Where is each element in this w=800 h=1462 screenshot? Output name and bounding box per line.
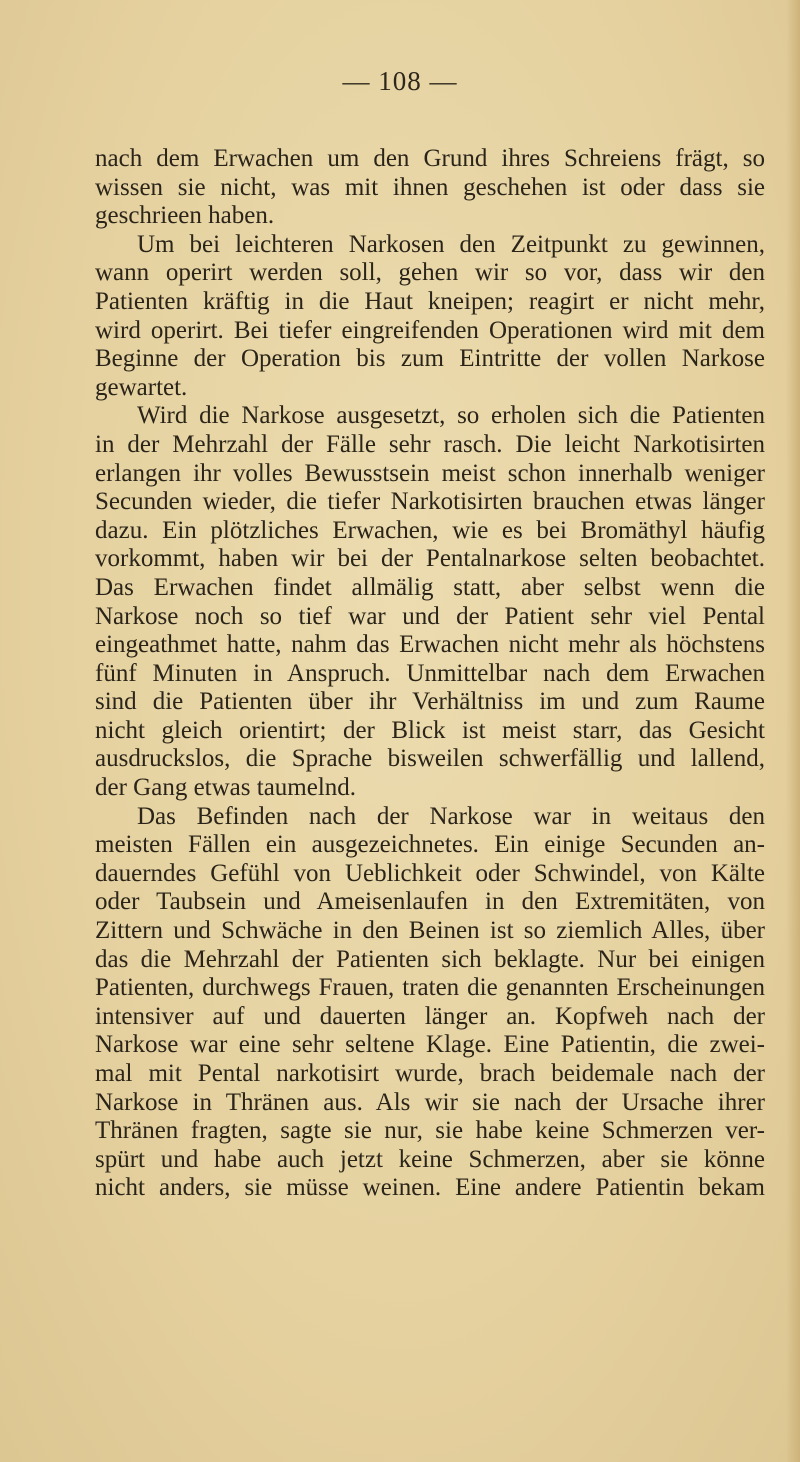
paragraph [95, 231, 765, 403]
text-line: Patienten, durchwegs Frauen, traten die genannten Erscheinungen [95, 974, 765, 1002]
text-line: Beginne der Operation bis zum Eintritte der vollen Narkose [95, 345, 765, 373]
text-line: wissen sie nicht, was mit ihnen geschehen ist oder dass sie [95, 173, 765, 201]
paragraph [95, 402, 765, 802]
text-line: in der Mehrzahl der Fälle sehr rasch. Die leicht Narkotisirten [95, 430, 765, 458]
text-line: spürt und habe auch jetzt keine Schmerzen, aber sie könne [95, 1145, 765, 1173]
text-line: nicht anders, sie müsse weinen. Eine andere Patientin bekam [95, 1174, 765, 1202]
body-text [95, 145, 765, 1203]
text-line: erlangen ihr volles Bewusstsein meist schon innerhalb weniger [95, 459, 765, 487]
text-line: nach dem Erwachen um den Grund ihres Schreiens frägt, so [95, 145, 765, 172]
text-line: Das Erwachen findet allmälig statt, aber selbst wenn die [95, 573, 765, 601]
text-line: eingeathmet hatte, nahm das Erwachen nicht mehr als höchstens [95, 631, 765, 659]
text-line: meisten Fällen ein ausgezeichnetes. Ein einige Secunden an- [95, 831, 765, 859]
text-line: das die Mehrzahl der Patienten sich beklagte. Nur bei einigen [95, 945, 765, 973]
text-line: Thränen fragten, sagte sie nur, sie habe keine Schmerzen ver- [95, 1117, 765, 1145]
text-line: Um bei leichteren Narkosen den Zeitpunkt zu gewinnen, [137, 230, 765, 258]
text-line: Zittern und Schwäche in den Beinen ist so ziemlich Alles, über [95, 917, 765, 945]
text-line: dauerndes Gefühl von Ueblichkeit oder Schwindel, von Kälte [95, 859, 765, 887]
paragraph [95, 803, 765, 1203]
text-line: mal mit Pental narkotisirt wurde, brach beidemale nach der [95, 1060, 765, 1087]
paragraph [95, 145, 765, 231]
text-line: geschrieen haben. [95, 202, 275, 230]
text-line: Narkose war eine sehr seltene Klage. Eine Patientin, die zwei- [95, 1031, 765, 1059]
text-line: ausdruckslos, die Sprache bisweilen schwerfällig und lallend, [95, 745, 765, 773]
text-line: gewartet. [95, 373, 188, 401]
page-number: — 108 — [342, 66, 458, 96]
text-line: der Gang etwas taumelnd. [95, 774, 357, 802]
text-line: fünf Minuten in Anspruch. Unmittelbar nach dem Erwachen [95, 659, 765, 687]
text-line: Narkose in Thränen aus. Als wir sie nach der Ursache ihrer [95, 1088, 765, 1116]
text-line: Wird die Narkose ausgesetzt, so erholen sich die Patienten [137, 402, 765, 430]
text-line: Das Befinden nach der Narkose war in weitaus den [137, 802, 765, 830]
text-line: dazu. Ein plötzliches Erwachen, wie es bei Bromäthyl häufig [95, 516, 765, 544]
text-line: Patienten kräftig in die Haut kneipen; reagirt er nicht mehr, [95, 287, 765, 315]
text-line: vorkommt, haben wir bei der Pentalnarkose selten beobachtet. [95, 545, 765, 573]
text-line: sind die Patienten über ihr Verhältniss im und zum Raume [95, 688, 765, 716]
text-line: nicht gleich orientirt; der Blick ist meist starr, das Gesicht [95, 716, 765, 744]
text-line: Narkose noch so tief war und der Patient sehr viel Pental [95, 602, 765, 630]
text-line: wird operirt. Bei tiefer eingreifenden Operationen wird mit dem [95, 316, 765, 344]
text-line: intensiver auf und dauerten länger an. Kopfweh nach der [95, 1002, 765, 1030]
text-line: oder Taubsein und Ameisenlaufen in den Extremitäten, von [95, 888, 765, 916]
text-line: Secunden wieder, die tiefer Narkotisirten brauchen etwas länger [95, 488, 765, 516]
text-line: wann operirt werden soll, gehen wir so vor, dass wir den [95, 259, 765, 287]
